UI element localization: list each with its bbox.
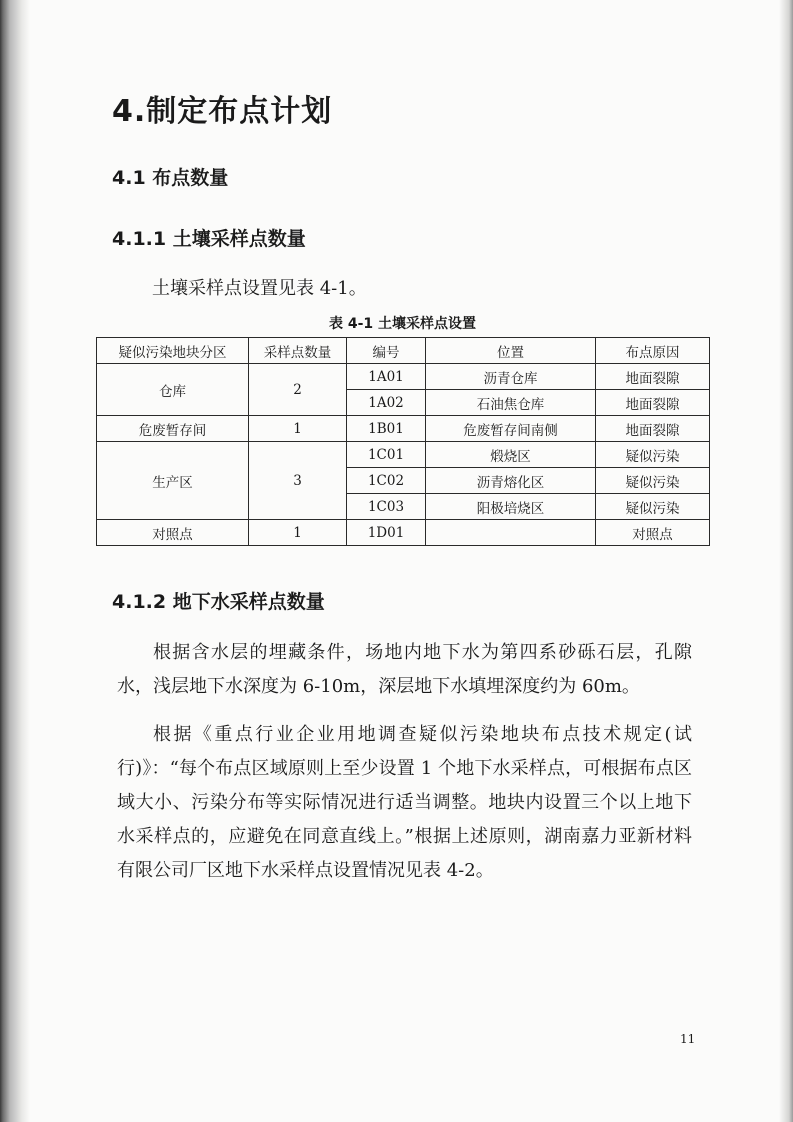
id-cell: 1C01: [347, 442, 426, 468]
table-row: [97, 442, 710, 468]
zone-cell: 对照点: [97, 520, 249, 546]
zone-cell: 危废暂存间: [97, 416, 249, 442]
reason-cell: 地面裂隙: [596, 390, 710, 416]
column-header: 编号: [347, 338, 426, 364]
reason-cell: 疑似污染: [596, 494, 710, 520]
table-row: [97, 416, 710, 442]
scan-binding-shadow: [0, 0, 30, 1122]
reason-cell: 疑似污染: [596, 442, 710, 468]
reason-cell: 地面裂隙: [596, 364, 710, 390]
location-cell: 石油焦仓库: [426, 390, 596, 416]
page-number: 11: [680, 1032, 696, 1046]
id-cell: 1C02: [347, 468, 426, 494]
table-caption: 表 4-1 土壤采样点设置: [328, 316, 477, 332]
location-cell: 沥青仓库: [426, 364, 596, 390]
scan-edge-shadow: [779, 0, 793, 1122]
soil-sampling-table: [96, 337, 710, 546]
count-cell: 3: [249, 442, 347, 520]
table-header-row: [97, 338, 710, 364]
count-cell: 1: [249, 416, 347, 442]
section-heading-4-1-2: 4.1.2 地下水采样点数量: [112, 591, 325, 613]
regulation-paragraph: 根据《重点行业企业用地调查疑似污染地块布点技术规定(试行)》：“每个布点区域原则上至少设置 1 个地下水采样点，可根据布点区域大小、污染分布等实际情况进行适当调整。地块内设置三个以上地下水采样点的，应避免在同意直线上。”根据上述原则，湖南嘉力亚新材料有限公司厂区地下水采样点设置情况见表 4-2。: [117, 724, 692, 881]
column-header: 位置: [426, 338, 596, 364]
table-row: [97, 520, 710, 546]
id-cell: 1A01: [347, 364, 426, 390]
location-cell: 危废暂存间南侧: [426, 416, 596, 442]
zone-cell: 生产区: [97, 442, 249, 520]
id-cell: 1A02: [347, 390, 426, 416]
aquifer-paragraph: 根据含水层的埋藏条件，场地内地下水为第四系砂砾石层，孔隙水，浅层地下水深度为 6-10m，深层地下水填埋深度约为 60m。: [117, 642, 692, 697]
chapter-title: 4.制定布点计划: [112, 94, 333, 129]
table-row: [97, 364, 710, 390]
reason-cell: 疑似污染: [596, 468, 710, 494]
zone-cell: 仓库: [97, 364, 249, 416]
column-header: 布点原因: [596, 338, 710, 364]
section-heading-4-1: 4.1 布点数量: [112, 167, 229, 189]
location-cell: [426, 520, 596, 546]
reason-cell: 地面裂隙: [596, 416, 710, 442]
reason-cell: 对照点: [596, 520, 710, 546]
location-cell: 阳极培烧区: [426, 494, 596, 520]
count-cell: 1: [249, 520, 347, 546]
id-cell: 1D01: [347, 520, 426, 546]
count-cell: 2: [249, 364, 347, 416]
section-heading-4-1-1: 4.1.1 土壤采样点数量: [112, 228, 306, 250]
id-cell: 1B01: [347, 416, 426, 442]
location-cell: 沥青熔化区: [426, 468, 596, 494]
column-header: 疑似污染地块分区: [97, 338, 249, 364]
intro-paragraph: 土壤采样点设置见表 4-1。: [152, 278, 367, 299]
column-header: 采样点数量: [249, 338, 347, 364]
id-cell: 1C03: [347, 494, 426, 520]
location-cell: 煅烧区: [426, 442, 596, 468]
